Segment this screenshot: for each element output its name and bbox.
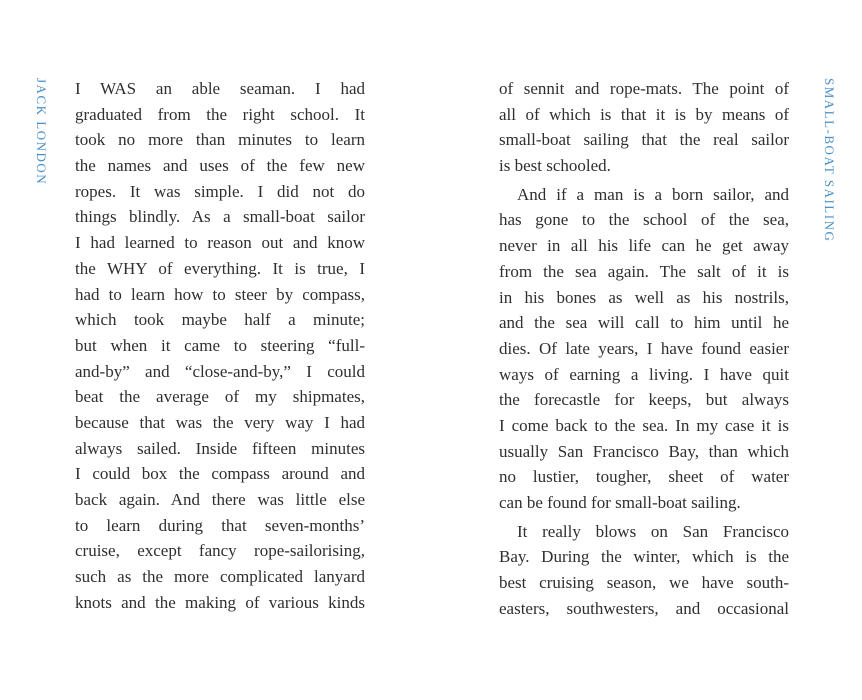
text-line: dies. Of late years, I have found easier	[499, 338, 789, 358]
text-line: took no more than minutes to learn	[75, 130, 365, 150]
text-line: which took maybe half a minute;	[75, 310, 365, 330]
text-line: I could box the compass around and	[75, 464, 365, 484]
paragraph	[75, 76, 365, 615]
running-head-title: SMALL-BOAT SAILING	[822, 78, 837, 243]
text-line: beat the average of my shipmates,	[75, 387, 365, 407]
text-line: never in all his life can he get away	[499, 236, 789, 256]
text-line: the WHY of everything. It is true, I	[75, 258, 365, 278]
text-line: back again. And there was little else	[75, 490, 365, 509]
running-head-author: JACK LONDON	[34, 78, 49, 186]
text-line: I had learned to reason out and know	[75, 233, 365, 253]
text-line: from the sea again. The salt of it is	[499, 261, 789, 281]
text-line: such as the more complicated lanyard	[75, 567, 365, 587]
text-line: all of which is that it is by means of	[499, 104, 789, 124]
text-line: has gone to the school of the sea,	[499, 210, 789, 230]
text-line: can be found for small-boat sailing.	[499, 493, 741, 512]
text-line: graduated from the right school. It	[75, 104, 365, 124]
paragraph	[499, 76, 789, 179]
text-line: usually San Francisco Bay, than which	[499, 441, 789, 461]
text-line: and the sea will call to him until he	[499, 313, 789, 333]
text-line: because that was the very way I had	[75, 412, 365, 432]
text-line: and-by” and “close-and-by,” I could	[75, 361, 365, 381]
text-line: to learn during that seven-months’	[75, 515, 365, 535]
text-line: always sailed. Inside fifteen minutes	[75, 438, 365, 458]
text-line: had to learn how to steer by compass,	[75, 284, 365, 304]
text-line: no lustier, tougher, sheet of water	[499, 467, 789, 487]
text-line: things blindly. As a small-boat sailor	[75, 207, 365, 227]
text-line: cruise, except fancy rope-sailorising,	[75, 541, 365, 561]
paragraph	[499, 519, 789, 622]
text-line: I WAS an able seaman. I had	[75, 79, 365, 98]
text-line: the forecastle for keeps, but always	[499, 390, 789, 410]
text-line: knots and the making of various kinds	[75, 592, 365, 612]
text-line: in his bones as well as his nostrils,	[499, 287, 789, 307]
text-line: ropes. It was simple. I did not do	[75, 181, 365, 201]
text-line: It really blows on San Francisco	[517, 521, 789, 541]
text-line: Bay. During the winter, which is the	[499, 547, 789, 567]
text-line: And if a man is a born sailor, and	[517, 184, 789, 204]
text-line: ways of earning a living. I have quit	[499, 364, 789, 384]
text-line: of sennit and rope-mats. The point of	[499, 79, 789, 98]
text-line: is best schooled.	[499, 156, 611, 176]
text-line: small-boat sailing that the real sailor	[499, 130, 789, 150]
text-line: I come back to the sea. In my case it is	[499, 415, 789, 435]
left-page-text	[75, 76, 365, 615]
text-line: best cruising season, we have south-	[499, 573, 789, 593]
text-line: but when it came to steering “full-	[75, 335, 365, 355]
text-line: easters, southwesters, and occasional	[499, 598, 789, 618]
paragraph	[499, 182, 789, 516]
text-line: the names and uses of the few new	[75, 156, 365, 176]
right-page-text	[499, 76, 789, 621]
